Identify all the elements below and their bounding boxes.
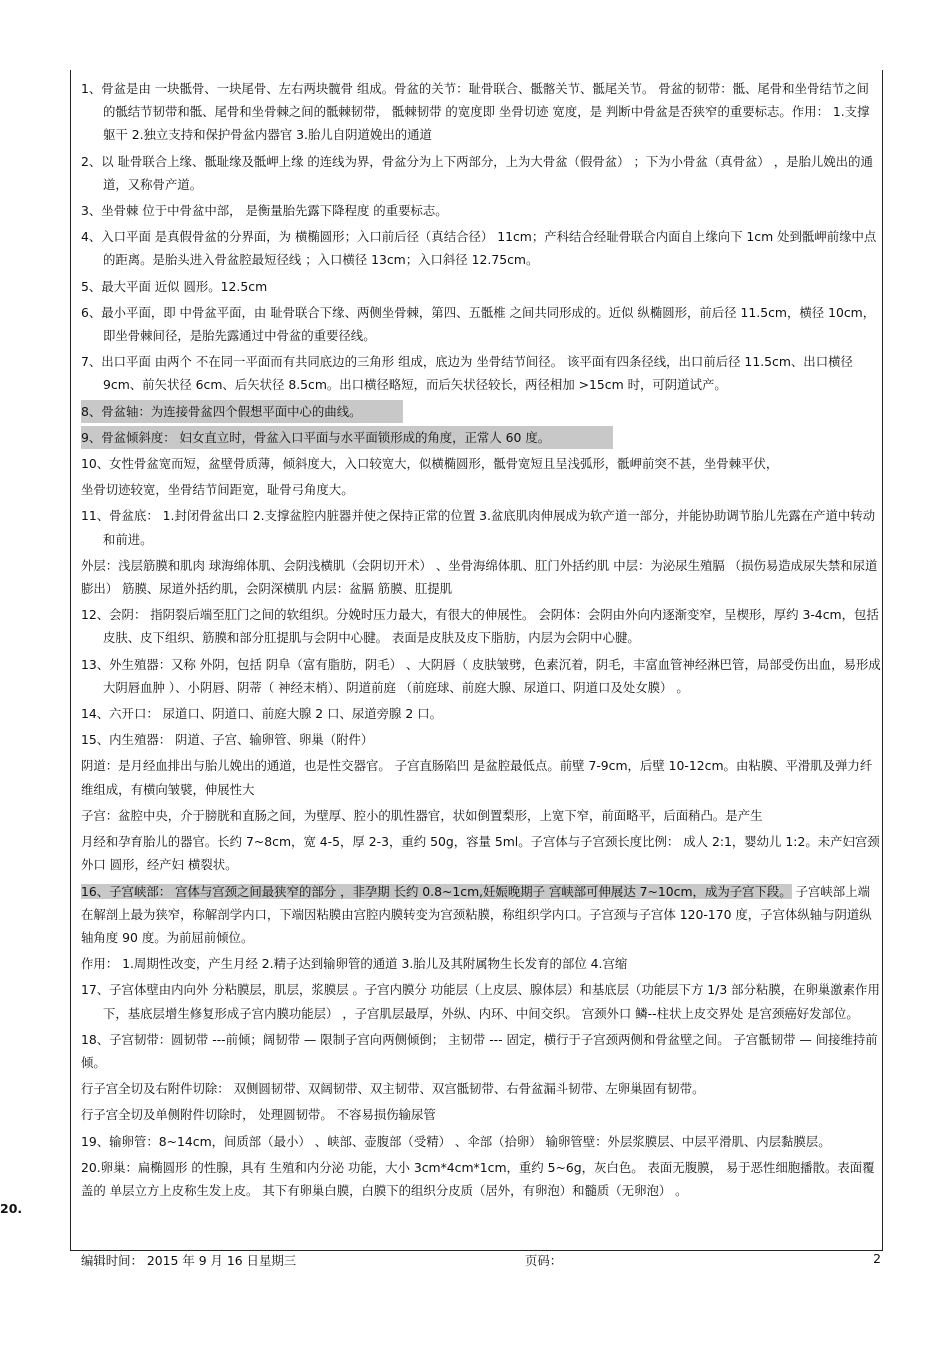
item-8 [81, 400, 881, 423]
item-16-cont: 子宫峡部上端在解剖上最为狭窄，称解剖学内口，下端因粘膜由宫腔内膜转变为宫颈粘膜，称组织学内口。子宫颈与子宫体 120-170 度，子宫体纵轴与阴道纵轴角度 90 度。为前屈前倾位。 [81, 883, 872, 945]
item-18-single: 行子宫全切及单侧附件切除时， 处理圆韧带。 不容易损伤输尿管 [81, 1107, 436, 1123]
item-20: 20.卵巢：扁椭圆形 的性腺，具有 生殖和内分泌 功能，大小 3cm*4cm*1cm，重约 5~6g，灰白色。 表面无腹膜， 易于恶性细胞播散。表面覆盖的 单层立方上皮称生发上皮。 其下有卵巢白膜，白膜下的组织分皮质（居外，有卵泡）和髓质（无卵泡） 。 [81, 1159, 875, 1198]
item-3: 3、坐骨棘 位于中骨盆中部， 是衡量胎先露下降程度 的重要标志。 [81, 203, 448, 219]
item-16-highlight: 16、子宫峡部： 宫体与宫颈之间最狭窄的部分 ，非孕期 长约 0.8~1cm,妊娠晚期子 宫峡部可伸展达 7~10cm，成为子宫下段。 [81, 883, 792, 899]
item-17: 17、子宫体壁由内向外 分粘膜层，肌层，浆膜层 。子宫内膜分 功能层（上皮层、腺体层）和基底层（功能层下方 1/3 部分粘膜，在卵巢激素作用下，基底层增生修复形成子宫内膜功能层） ，子宫肌层最厚，外纵、内环、中间交织。 宫颈外口 鳞--柱状上皮交界处 是宫颈癌好发部位。 [81, 982, 880, 1021]
page-number: 2 [873, 1251, 881, 1266]
item-15-uterus: 子宫：盆腔中央，介于膀胱和直肠之间，为壁厚、腔小的肌性器官，状如倒置梨形，上宽下窄，前面略平，后面稍凸。是产生 [81, 807, 763, 823]
item-8-highlight: 8、骨盆轴：为连接骨盆四个假想平面中心的曲线。 [81, 400, 403, 423]
item-2: 2、以 耻骨联合上缘、骶耻缘及骶岬上缘 的连线为界，骨盆分为上下两部分，上为大骨盆（假骨盆） ；下为小骨盆（真骨盆） ，是胎儿娩出的通道，又称骨产道。 [81, 153, 873, 192]
item-1: 1、骨盆是由 一块骶骨、一块尾骨、左右两块髋骨 组成。骨盆的关节：耻骨联合、骶髂关节、骶尾关节。 骨盆的韧带：骶、尾骨和坐骨结节之间的骶结节韧带和骶、尾骨和坐骨棘之间的骶棘韧带， 骶棘韧带 的宽度即 坐骨切迹 宽度，是 判断中骨盆是否狭窄的重要标志。作用： 1.支撑躯干 2.独立支持和保护骨盆内器官 3.胎儿自阴道娩出的通道 [81, 81, 870, 143]
item-11-layers: 外层：浅层筋膜和肌肉 球海绵体肌、会阴浅横肌（会阴切开术） 、坐骨海绵体肌、肛门外括约肌 中层：为泌尿生殖膈 （损伤易造成尿失禁和尿道膨出） 筋膜、尿道外括约肌，会阴深横肌 内层：盆膈 筋膜、肛提肌 [81, 557, 878, 597]
item-15-uterus-cont: 月经和孕育胎儿的器官。长约 7~8cm，宽 4-5，厚 2-3，重约 50g，容量 5ml。子宫体与子宫颈长度比例： 成人 2:1，婴幼儿 1:2。未产妇宫颈外口 圆形，经产妇 横裂状。 [81, 834, 880, 873]
item-12: 12、会阴： 指阴裂后端至肛门之间的软组织。分娩时压力最大，有很大的伸展性。 会阴体：会阴由外向内逐渐变窄，呈楔形，厚约 3-4cm，包括皮肤、皮下组织、筋膜和部分肛提肌与会阴中心腱。 表面是皮肤及皮下脂肪，内层为会阴中心腱。 [81, 607, 879, 646]
item-13: 13、外生殖器：又称 外阴，包括 阴阜（富有脂肪，阴毛） 、大阴唇（ 皮肤皱劈，色素沉着，阴毛，丰富血管神经淋巴管，局部受伤出血，易形成大阴唇血肿 ）、小阴唇、阴蒂（ 神经末梢）、阴道前庭 （前庭球、前庭大腺、尿道口、阴道口及处女膜） 。 [81, 656, 881, 695]
item-5: 5、最大平面 近似 圆形。12.5cm [81, 278, 268, 294]
item-15: 15、内生殖器： 阴道、子宫、输卵管、卵巢（附件） [81, 732, 374, 748]
item-18: 18、子宫韧带：圆韧带 ---前倾；阔韧带 — 限制子宫向两侧倾倒； 主韧带 --- 固定，横行于子宫颈两侧和骨盆壁之间。 子宫骶韧带 — 间接维持前倾。 [81, 1031, 878, 1070]
item-6: 6、最小平面，即 中骨盆平面，由 耻骨联合下缘、两侧坐骨棘，第四、五骶椎 之间共同形成的。近似 纵椭圆形，前后径 11.5cm，横径 10cm，即坐骨棘间径，是胎先露通过中骨盆的重要径线。 [81, 304, 876, 344]
page-footer [81, 1251, 881, 1269]
item-16 [81, 880, 881, 950]
item-15-vagina: 阴道：是月经血排出与胎儿娩出的通道，也是性交器官。 子宫直肠陷凹 是盆腔最低点。前壁 7-9cm，后壁 10-12cm。由粘膜、平滑肌及弹力纤维组成，有横向皱襞，伸展性大 [81, 758, 873, 797]
item-18-right: 行子宫全切及右附件切除： 双侧圆韧带、双阔韧带、双主韧带、双宫骶韧带、右骨盆漏斗韧带、左卵巢固有韧带。 [81, 1081, 705, 1097]
item-14: 14、六开口： 尿道口、阴道口、前庭大腺 2 口、尿道旁腺 2 口。 [81, 706, 442, 722]
item-9 [81, 426, 881, 449]
item-16-function: 作用： 1.周期性改变，产生月经 2.精子达到输卵管的通道 3.胎儿及其附属物生长发育的部位 4.宫缩 [81, 956, 628, 972]
item-9-highlight: 9、骨盆倾斜度： 妇女直立时，骨盆入口平面与水平面锁形成的角度，正常人 60 度。 [81, 426, 613, 449]
item-10b: 坐骨切迹较宽，坐骨结节间距宽，耻骨弓角度大。 [81, 482, 354, 498]
item-7: 7、出口平面 由两个 不在同一平面而有共同底边的三角形 组成，底边为 坐骨结节间径。 该平面有四条径线，出口前后径 11.5cm、出口横径 9cm、前矢状径 6cm、后矢状径 8.5cm。出口横径略短，而后矢状径较长，两径相加 >15cm 时，可阴道试产。 [81, 354, 857, 393]
item-19: 19、输卵管：8~14cm，间质部（最小） 、峡部、壶腹部（受精） 、伞部（拾卵） 输卵管壁：外层浆膜层、中层平滑肌、内层黏膜层。 [81, 1133, 831, 1149]
edit-time: 编辑时间： 2015 年 9 月 16 日星期三 [81, 1253, 297, 1268]
document-body [81, 77, 881, 1205]
margin-number: 20. [0, 1201, 23, 1216]
item-10a: 10、女性骨盆宽而短，盆壁骨质薄，倾斜度大，入口较宽大，似横椭圆形，骶骨宽短且呈浅弧形，骶岬前突不甚，坐骨棘平伏， [81, 456, 779, 472]
page-label: 页码： [525, 1253, 563, 1268]
item-11: 11、骨盆底： 1.封闭骨盆出口 2.支撑盆腔内脏器并使之保持正常的位置 3.盆底肌肉伸展成为软产道一部分，并能协助调节胎儿先露在产道中转动和前进。 [81, 508, 876, 547]
item-4: 4、入口平面 是真假骨盆的分界面，为 横椭圆形；入口前后径（真结合径） 11cm；产科结合经耻骨联合内面自上缘向下 1cm 处到骶岬前缘中点的距离。是胎头进入骨盆腔最短径线 ；入口横径 13cm；入口斜径 12.75cm。 [81, 229, 877, 268]
